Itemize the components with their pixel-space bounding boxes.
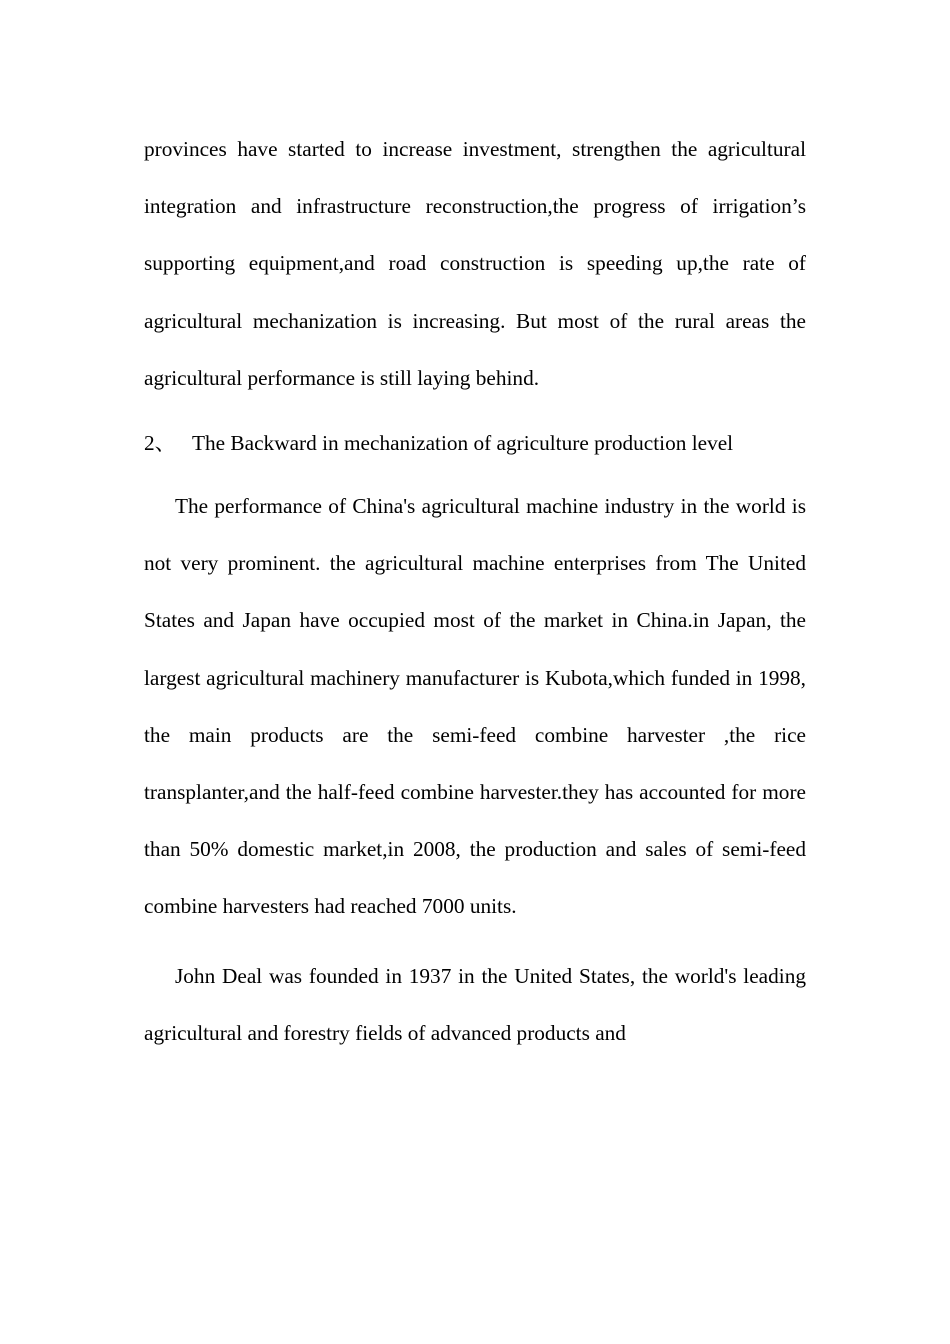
paragraph-china-machine-industry: The performance of China's agricultural machine industry in the world is not very prominent. the agricultural machine enterprises from The United States and Japan have occupied most of the market in China.in Japan, the largest agricultural machinery manufacturer is Kubota,which funded in 1998, the main products are the semi-feed combine harvester ,the rice transplanter,and the half-feed combine harvester.they has accounted for more than 50% domestic market,in 2008, the production and sales of semi-feed combine harvesters had reached 7000 units. (144, 494, 806, 919)
paragraph-john-deal: John Deal was founded in 1937 in the United States, the world's leading agricultural and forestry fields of advanced products and (144, 963, 806, 1045)
document-body (144, 121, 806, 1062)
paragraph-provinces: provinces have started to increase investment, strengthen the agricultural integration and infrastructure reconstruction,the progress of irrigation’s supporting equipment,and road construction is speeding up,the rate of agricultural mechanization is increasing. But most of the rural areas the agricultural performance is still laying behind. (144, 137, 806, 390)
section-title: The Backward in mechanization of agriculture production level (192, 431, 734, 456)
section-heading (144, 419, 806, 467)
paragraph-gap (144, 936, 806, 948)
section-number: 2、 (144, 431, 176, 456)
